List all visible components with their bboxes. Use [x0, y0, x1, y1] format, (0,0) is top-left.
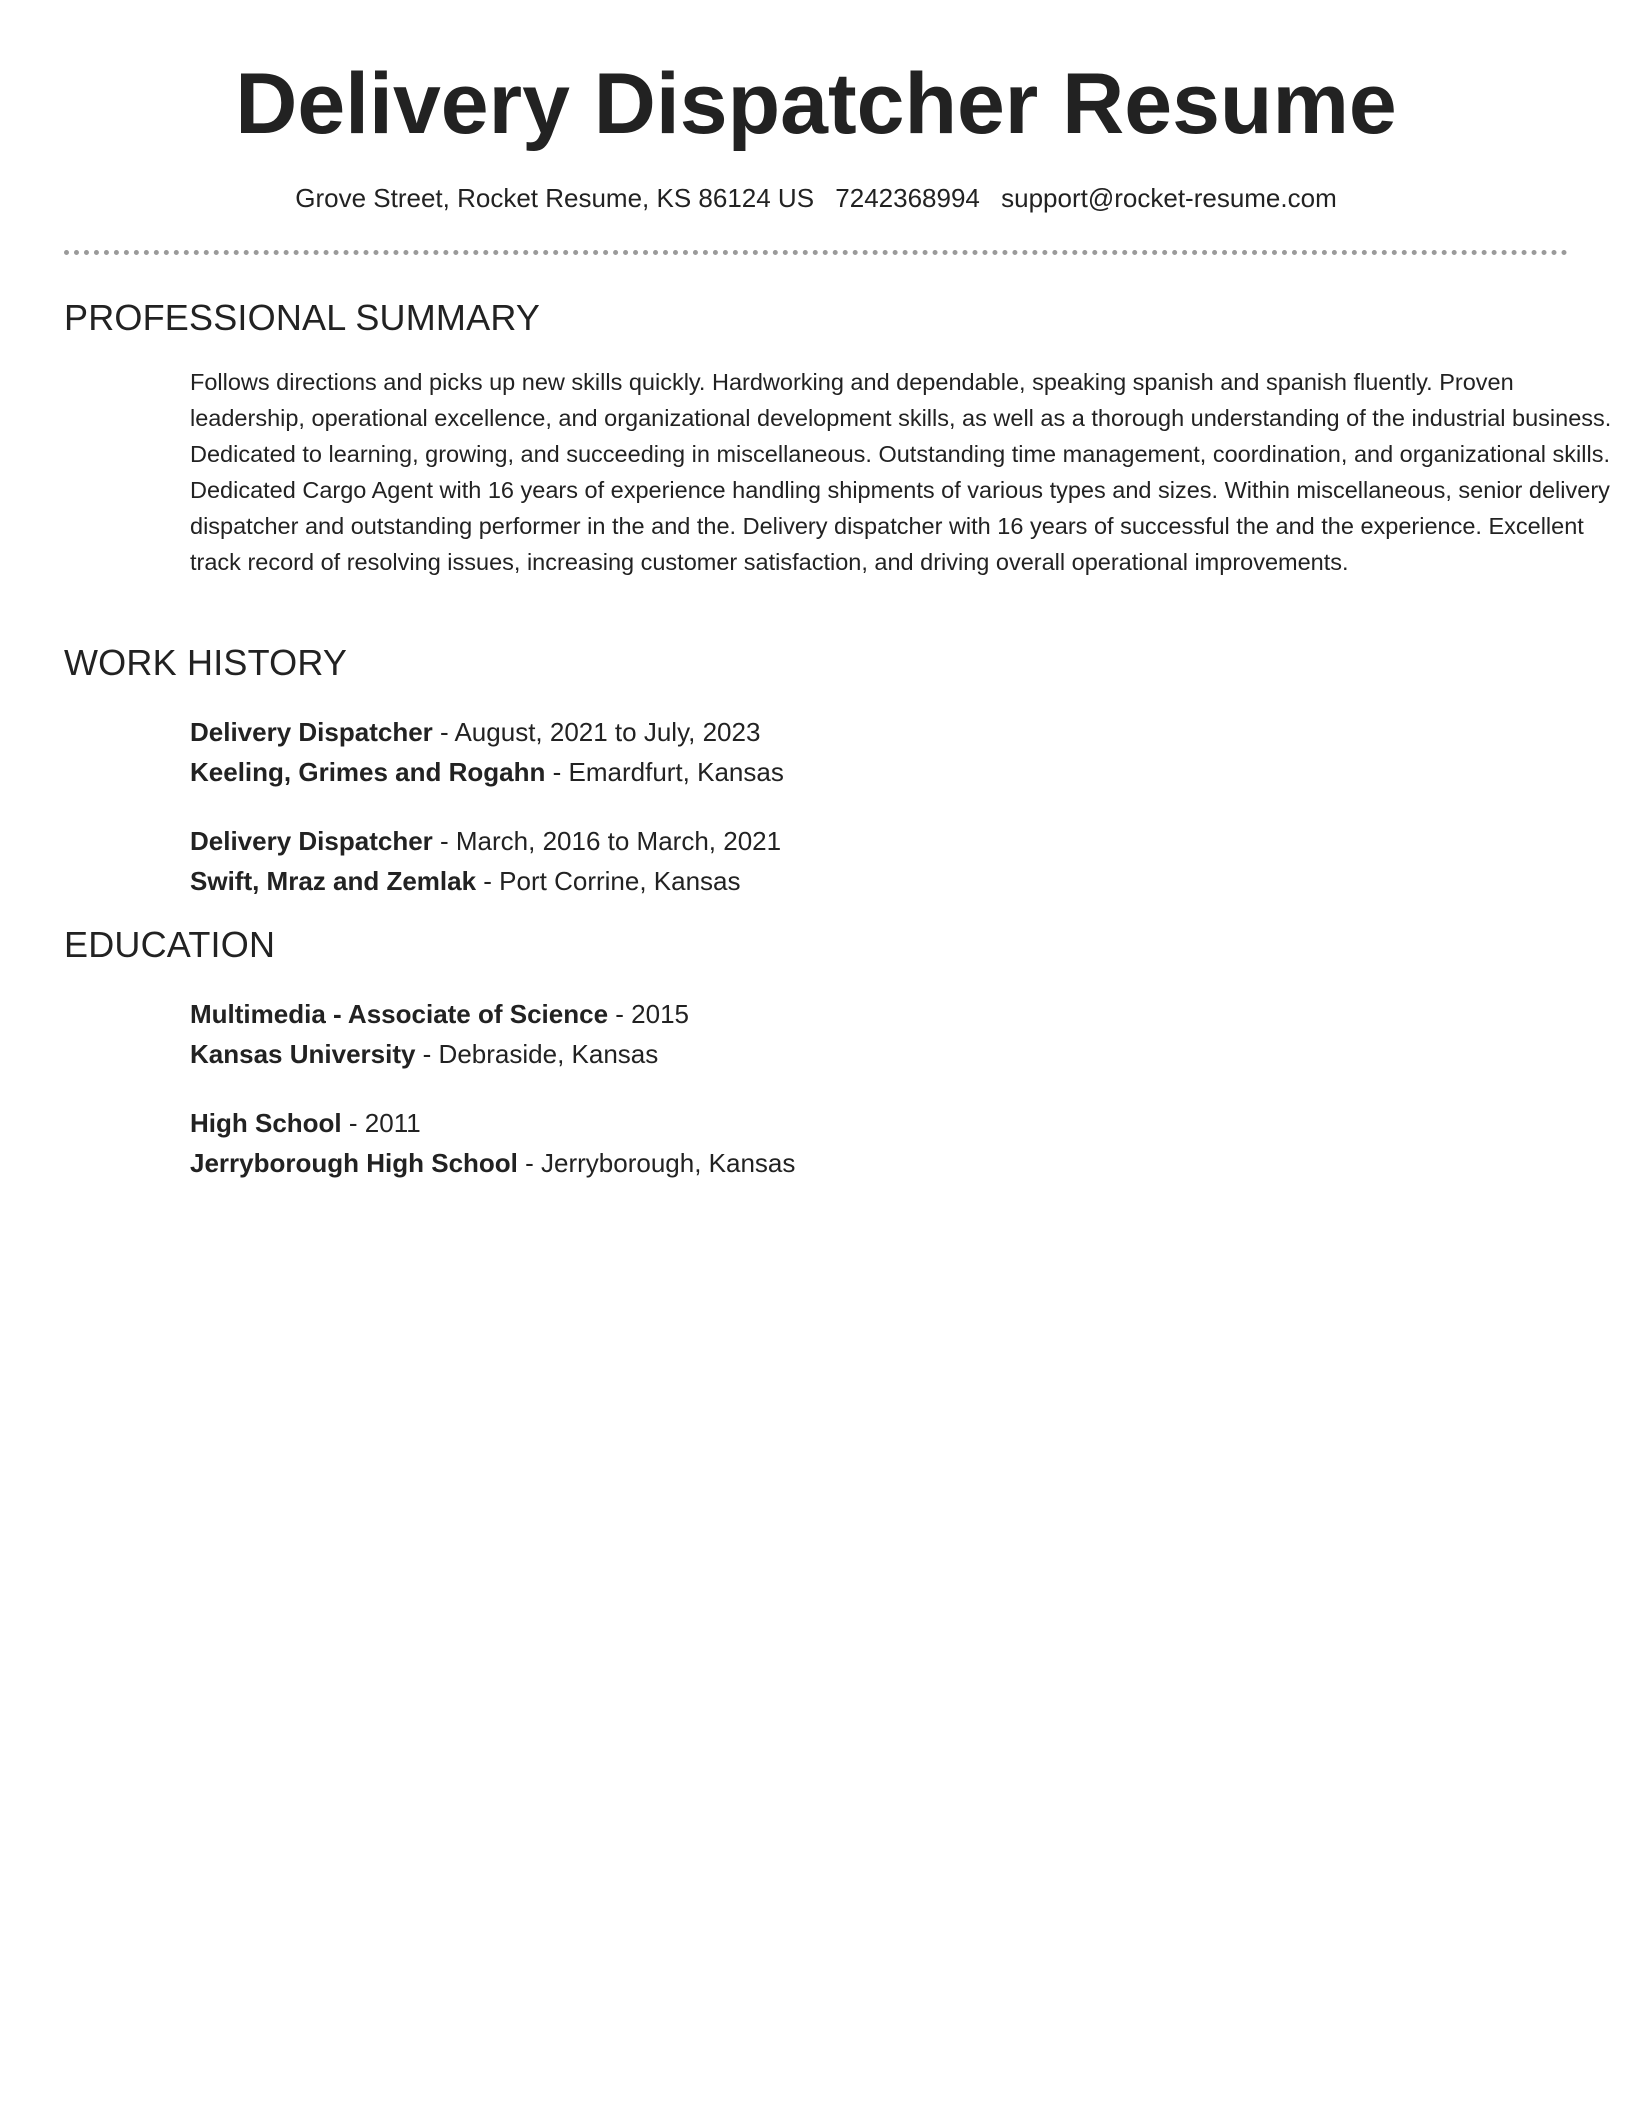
- degree-year: - 2011: [341, 1108, 421, 1138]
- company-name: Keeling, Grimes and Rogahn: [190, 757, 546, 787]
- school-location: - Debraside, Kansas: [415, 1039, 659, 1069]
- contact-line: [64, 180, 1568, 216]
- work-entry-company-line: [190, 861, 781, 901]
- company-name: Swift, Mraz and Zemlak: [190, 866, 477, 896]
- degree-year: - 2015: [608, 999, 689, 1029]
- company-location: - Port Corrine, Kansas: [476, 866, 741, 896]
- education-school-line: [190, 1034, 689, 1074]
- work-entry-company-line: [190, 752, 784, 792]
- school-name: Kansas University: [190, 1039, 416, 1069]
- contact-phone: 7242368994: [835, 183, 980, 213]
- contact-address: Grove Street, Rocket Resume, KS 86124 US: [295, 183, 815, 213]
- work-entry: [190, 712, 784, 792]
- education-heading: EDUCATION: [64, 924, 276, 965]
- degree-name: Multimedia - Associate of Science: [190, 999, 609, 1029]
- contact-email: support@rocket-resume.com: [1001, 183, 1337, 213]
- work-entry-title-line: [190, 821, 781, 861]
- resume-title: Delivery Dispatcher Resume: [235, 56, 1397, 152]
- education-entry: [190, 994, 689, 1074]
- work-entry: [190, 821, 781, 901]
- education-entry: [190, 1103, 795, 1183]
- job-title: Delivery Dispatcher: [190, 717, 433, 747]
- header-divider: [64, 250, 1568, 255]
- education-degree-line: [190, 1103, 795, 1143]
- school-location: - Jerryborough, Kansas: [517, 1148, 796, 1178]
- job-title: Delivery Dispatcher: [190, 826, 433, 856]
- education-school-line: [190, 1143, 795, 1183]
- degree-name: High School: [190, 1108, 342, 1138]
- school-name: Jerryborough High School: [190, 1148, 518, 1178]
- job-dates: - August, 2021 to July, 2023: [432, 717, 761, 747]
- education-degree-line: [190, 994, 689, 1034]
- work-entry-title-line: [190, 712, 784, 752]
- summary-text: Follows directions and picks up new skills quickly. Hardworking and dependable, speaking spanish and spanish fluently. Proven leadership, operational excellence, and organizational development skills, as well as a thorough understanding of the industrial business. Dedicated to learning, growing, and succeeding in miscellaneous. Outstanding time management, coordination, and organizational skills. Dedicated Cargo Agent with 16 years of experience handling shipments of various types and sizes. Within miscellaneous, senior delivery dispatcher and outstanding performer in the and the. Delivery dispatcher with 16 years of successful the and the experience. Excellent track record of resolving issues, increasing customer satisfaction, and driving overall operational improvements.: [190, 369, 1612, 575]
- summary-heading: PROFESSIONAL SUMMARY: [64, 297, 541, 338]
- work-history-heading: WORK HISTORY: [64, 642, 348, 683]
- job-dates: - March, 2016 to March, 2021: [432, 826, 782, 856]
- company-location: - Emardfurt, Kansas: [545, 757, 784, 787]
